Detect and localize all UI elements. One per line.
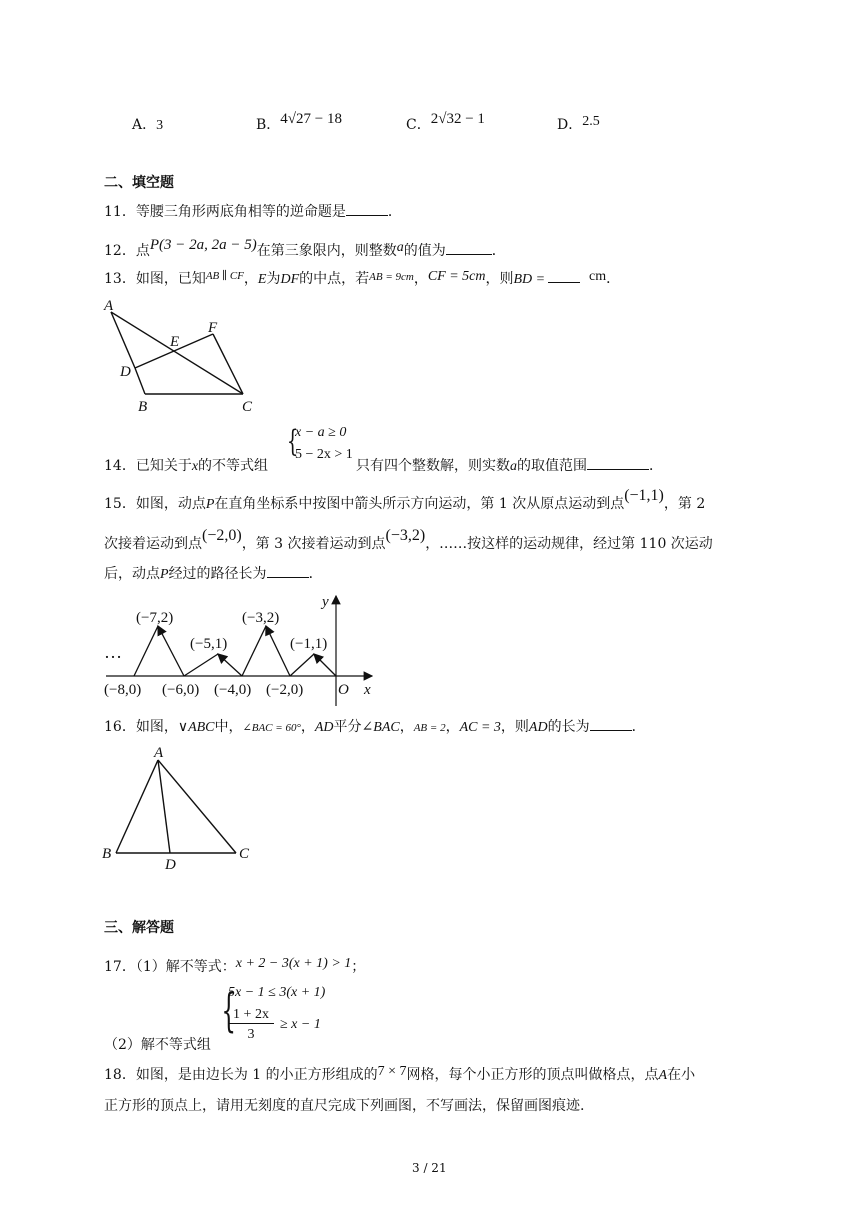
q12-num: 12．点: [104, 243, 150, 259]
q14-a: a: [510, 459, 517, 474]
q15-line2: [104, 527, 713, 553]
q18-a: A: [658, 1068, 668, 1083]
q15-line1: [104, 487, 706, 513]
q15-bottom-label-1: (−8,0): [104, 682, 142, 698]
q15-l3b: 经过的路径长为: [168, 566, 267, 582]
q15-end: ．: [308, 566, 323, 582]
q18-l1b: 网格，每个小正方形的顶点叫做格点，点: [406, 1067, 659, 1083]
q12-mid: 在第三象限内，则整数: [256, 243, 397, 259]
option-d-value: 2.5: [582, 114, 600, 129]
q16-ad2: AD: [528, 720, 548, 735]
section-2-title: 二、填空题: [104, 175, 174, 191]
q15-label-o: O: [338, 682, 349, 698]
q15-l2a: 次接着运动到点: [104, 536, 202, 552]
q17-frac-num: 1 + 2x: [228, 1007, 274, 1024]
q15-path-p4-p5: [218, 654, 242, 676]
q16-line-ac: [158, 760, 236, 853]
q12-answer-blank: [446, 240, 492, 255]
q16-figure: [100, 742, 260, 872]
option-b: [256, 108, 342, 133]
q18-line1: [104, 1064, 695, 1084]
q16-label-b: B: [102, 846, 112, 862]
q13-mid1: 为: [266, 271, 281, 287]
q16-ad: AD: [314, 720, 334, 735]
question-14: [104, 455, 268, 475]
q15-p: P: [205, 497, 215, 512]
q14-ineq1: x − a ≥ 0: [295, 425, 347, 440]
q16-line-ad: [158, 760, 170, 853]
q16-tail: 的长为: [547, 719, 590, 735]
q15-path-p6-p7: [158, 626, 184, 676]
q16-sep1: ，: [300, 719, 315, 735]
q13-df: DF: [280, 272, 300, 287]
q15-path-p1-p2: [290, 654, 314, 676]
q14-end: ．: [649, 458, 663, 474]
q16-answer-blank: [590, 716, 632, 731]
q16-label-a: A: [154, 745, 164, 761]
q11-text: 11．等腰三角形两底角相等的逆命题是: [104, 204, 346, 220]
q15-figure: [100, 588, 390, 706]
option-d-letter: D．: [557, 117, 583, 133]
q16-sep2: ，: [399, 719, 414, 735]
q16-line-ab: [116, 760, 158, 853]
q13-end: ．: [606, 271, 621, 287]
q14-rest: [356, 455, 663, 475]
q12-point: P(3 − 2a, 2a − 5): [149, 237, 257, 253]
q15-line3: [104, 563, 323, 583]
q15-top-label-1: (−7,2): [136, 610, 174, 626]
q13-label-f: F: [208, 320, 218, 336]
q13-label-d: D: [120, 364, 131, 380]
q15-top-label-3: (−3,2): [242, 610, 280, 626]
q16-triangle: ∨ABC: [177, 720, 215, 735]
q13-unit: cm: [589, 269, 607, 284]
q15-path-p3-p4: [242, 626, 266, 676]
question-13: [104, 268, 620, 288]
option-c-value: 2√32 − 1: [430, 111, 485, 127]
q15-l1c: ，第 2: [663, 496, 706, 512]
q17-system: [218, 985, 358, 1049]
q15-label-y: y: [322, 594, 329, 610]
q15-bottom-label-4: (−2,0): [266, 682, 304, 698]
q18-l1c: 在小: [667, 1067, 696, 1083]
q15-path-o-p1: [314, 654, 336, 676]
q13-sep: ，: [243, 271, 258, 287]
q13-line-ad: [111, 312, 135, 368]
q15-pt3: (−3,2): [385, 527, 426, 544]
option-a-letter: A．: [132, 117, 157, 133]
q13-pre: 13．如图，已知: [104, 271, 206, 287]
q17-pre: 17．（1）解不等式：: [104, 959, 236, 975]
question-11: [104, 201, 402, 221]
q13-label-a: A: [104, 298, 114, 314]
q16-sep3: ，: [445, 719, 460, 735]
q17-end: ；: [351, 959, 366, 975]
q15-path-p2-p3: [266, 626, 290, 676]
page-number: 3 / 21: [412, 1161, 447, 1175]
q12-var: a: [396, 240, 404, 255]
option-a-value: 3: [156, 118, 164, 133]
q14-post: 只有四个整数解，则实数: [356, 458, 510, 474]
q13-e: E: [257, 272, 267, 287]
q16-label-d: D: [165, 857, 176, 872]
q13-bd: BD =: [513, 272, 546, 287]
q13-figure: [100, 296, 270, 420]
q16-mid3: ，则: [500, 719, 529, 735]
q16-label-c: C: [239, 846, 250, 862]
q16-ac: AC = 3: [459, 720, 501, 735]
q11-tail: ．: [387, 204, 402, 220]
q15-label-x: x: [364, 682, 371, 698]
q12-end: ．: [491, 243, 506, 259]
q15-l3a: 后，动点: [104, 566, 160, 582]
option-b-letter: B．: [256, 117, 281, 133]
q17-ineq1: 5x − 1 ≤ 3(x + 1): [228, 985, 326, 1000]
q17-expr: x + 2 − 3(x + 1) > 1: [235, 956, 352, 971]
q13-mid3: ，则: [485, 271, 514, 287]
q18-l1a: 18．如图，是由边长为 1 的小正方形组成的: [104, 1067, 378, 1083]
q16-angle2: ∠BAC: [361, 720, 400, 735]
q15-bottom-label-3: (−4,0): [214, 682, 252, 698]
q18-grid: 7 × 7: [377, 1064, 407, 1079]
q16-angle: ∠BAC = 60°: [242, 722, 301, 734]
q13-label-b: B: [138, 399, 148, 415]
q13-label-e: E: [170, 334, 180, 350]
q13-mid2: 的中点，若: [299, 271, 370, 287]
q16-mid2: 平分: [333, 719, 362, 735]
q15-path-p7-p8: [134, 626, 158, 676]
q15-top-label-4: (−1,1): [290, 636, 328, 652]
q14-answer-blank: [587, 455, 649, 470]
q12-tail: 的值为: [403, 243, 446, 259]
question-17-part1: [104, 956, 365, 976]
q16-ab: AB = 2: [413, 722, 446, 734]
option-d: [557, 110, 600, 133]
q13-ab: AB = 9cm: [369, 271, 414, 283]
q15-l1b: 在直角坐标系中按图中箭头所示方向运动，第 1 次从原点运动到点: [214, 496, 625, 512]
q13-label-c: C: [242, 399, 253, 415]
question-12: [104, 237, 506, 260]
q15-pt2: (−2,0): [202, 527, 242, 544]
q14-ineq2: 5 − 2x > 1: [295, 447, 353, 462]
q14-pre: 14．已知关于: [104, 458, 192, 474]
option-b-value: 4√27 − 18: [280, 111, 342, 127]
q15-l2b: ，第 3 次接着运动到点: [241, 536, 386, 552]
q14-tail: 的取值范围: [517, 458, 587, 474]
q15-pt1: (−1,1): [624, 487, 664, 504]
q13-sep2: ，: [413, 271, 428, 287]
q16-mid1: 中，: [214, 719, 243, 735]
option-c-letter: C．: [406, 117, 431, 133]
q17-ineq2-rest: ≥ x − 1: [280, 1017, 321, 1032]
q15-l2c: ，……按这样的运动规律，经过第 110 次运动: [425, 536, 713, 552]
q14-brace: {: [286, 424, 299, 459]
q17-part2-label: （2）解不等式组: [104, 1037, 211, 1053]
q18-line2: 正方形的顶点上，请用无刻度的直尺完成下列画图，不写画法，保留画图痕迹.: [104, 1098, 585, 1114]
q15-answer-blank: [267, 563, 309, 578]
q17-brace: {: [221, 983, 236, 1037]
q15-bottom-label-2: (−6,0): [162, 682, 200, 698]
q11-answer-blank: [346, 201, 388, 216]
option-a: [132, 114, 163, 134]
q15-ellipsis: …: [104, 642, 122, 662]
q13-cf: CF = 5cm: [427, 269, 486, 284]
q15-top-label-2: (−5,1): [190, 636, 228, 652]
q15-p2: P: [160, 567, 169, 582]
q17-frac-den: 3: [247, 1027, 255, 1042]
q16-end: ．: [631, 719, 646, 735]
q13-line-db: [135, 368, 145, 394]
q15-l1a: 15．如图，动点: [104, 496, 206, 512]
q15-path-p5-p6: [184, 654, 218, 676]
option-c: [406, 108, 485, 133]
q14-mid: 的不等式组: [198, 458, 269, 474]
q14-x: x: [191, 459, 199, 474]
q13-parallel: AB ∥ CF: [205, 270, 244, 282]
q16-pre: 16．如图，: [104, 719, 178, 735]
question-16: [104, 716, 646, 736]
section-3-title: 三、解答题: [104, 920, 174, 936]
q13-answer-blank: [548, 268, 580, 283]
